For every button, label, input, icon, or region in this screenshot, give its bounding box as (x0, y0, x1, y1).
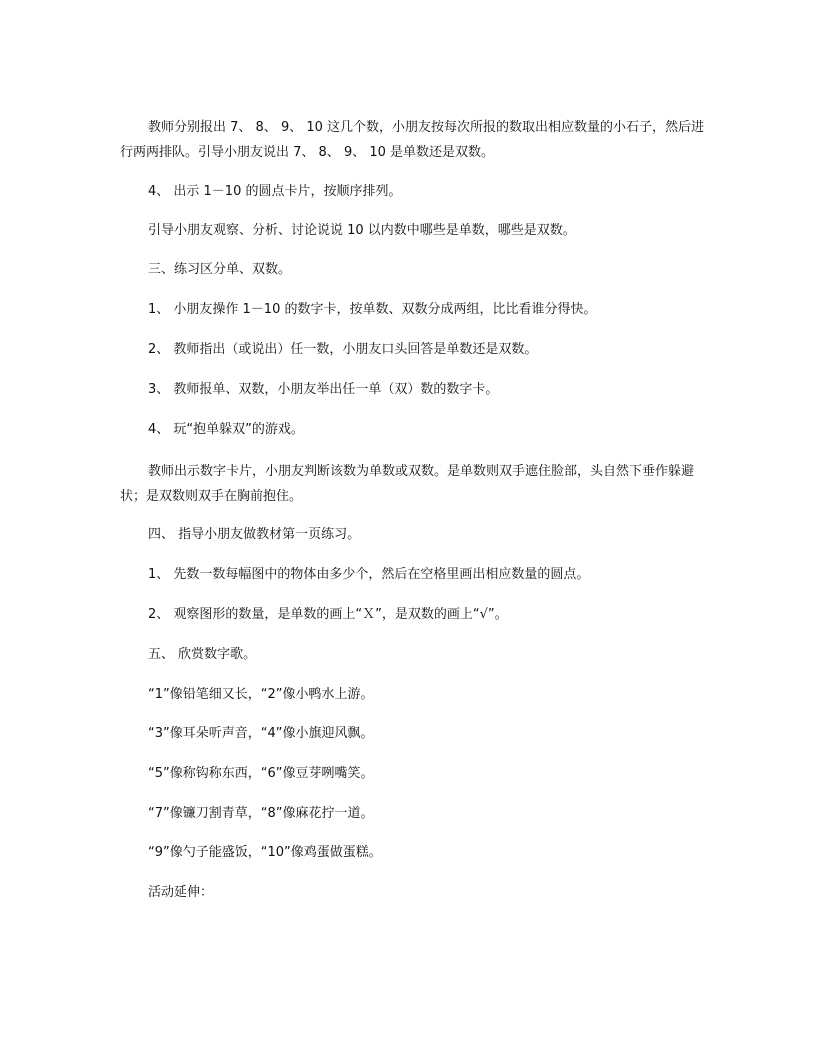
paragraph-6: 2、 教师指出（或说出）任一数，小朋友口头回答是单数还是双数。 (148, 342, 538, 357)
section-heading-4: 四、 指导小朋友做教材第一页练习。 (148, 527, 361, 542)
song-line-5: “9”像勺子能盛饭，“10”像鸡蛋做蛋糕。 (148, 845, 382, 860)
paragraph-12: 2、 观察图形的数量，是单数的画上“Ｘ”，是双数的画上“√”。 (148, 607, 508, 622)
paragraph-3: 引导小朋友观察、分析、讨论说说 10 以内数中哪些是单数，哪些是双数。 (148, 223, 576, 238)
section-heading-3: 三、练习区分单、双数。 (148, 262, 292, 277)
paragraph-5: 1、 小朋友操作 1－10 的数字卡，按单数、双数分成两组，比比看谁分得快。 (148, 302, 597, 317)
song-line-1: “1”像铅笔细又长，“2”像小鸭水上游。 (148, 687, 374, 702)
song-line-3: “5”像称钩称东西，“6”像豆芽咧嘴笑。 (148, 766, 374, 781)
paragraph-11: 1、 先数一数每幅图中的物体由多少个，然后在空格里画出相应数量的圆点。 (148, 567, 590, 582)
song-line-2: “3”像耳朵听声音，“4”像小旗迎风飘。 (148, 726, 374, 741)
section-heading-5: 五、 欣赏数字歌。 (148, 647, 257, 662)
song-line-4: “7”像镰刀割青草，“8”像麻花拧一道。 (148, 806, 374, 821)
paragraph-1: 教师分别报出 7、 8、 9、 10 这几个数，小朋友按每次所报的数取出相应数量的小石子，然后进行两两排队。引导小朋友说出 7、 8、 9、 10 是单数还是双数。 (120, 120, 705, 160)
paragraph-2: 4、 出示 1－10 的圆点卡片，按顺序排列。 (148, 184, 402, 199)
paragraph-7: 3、 教师报单、双数，小朋友举出任一单（双）数的数字卡。 (148, 382, 499, 397)
paragraph-9: 教师出示数字卡片，小朋友判断该数为单数或双数。是单数则双手遮住脸部，头自然下垂作躲避状；是双数则双手在胸前抱住。 (120, 464, 695, 504)
activity-extension-heading: 活动延伸： (148, 885, 214, 900)
paragraph-8: 4、 玩“抱单躲双”的游戏。 (148, 422, 304, 437)
